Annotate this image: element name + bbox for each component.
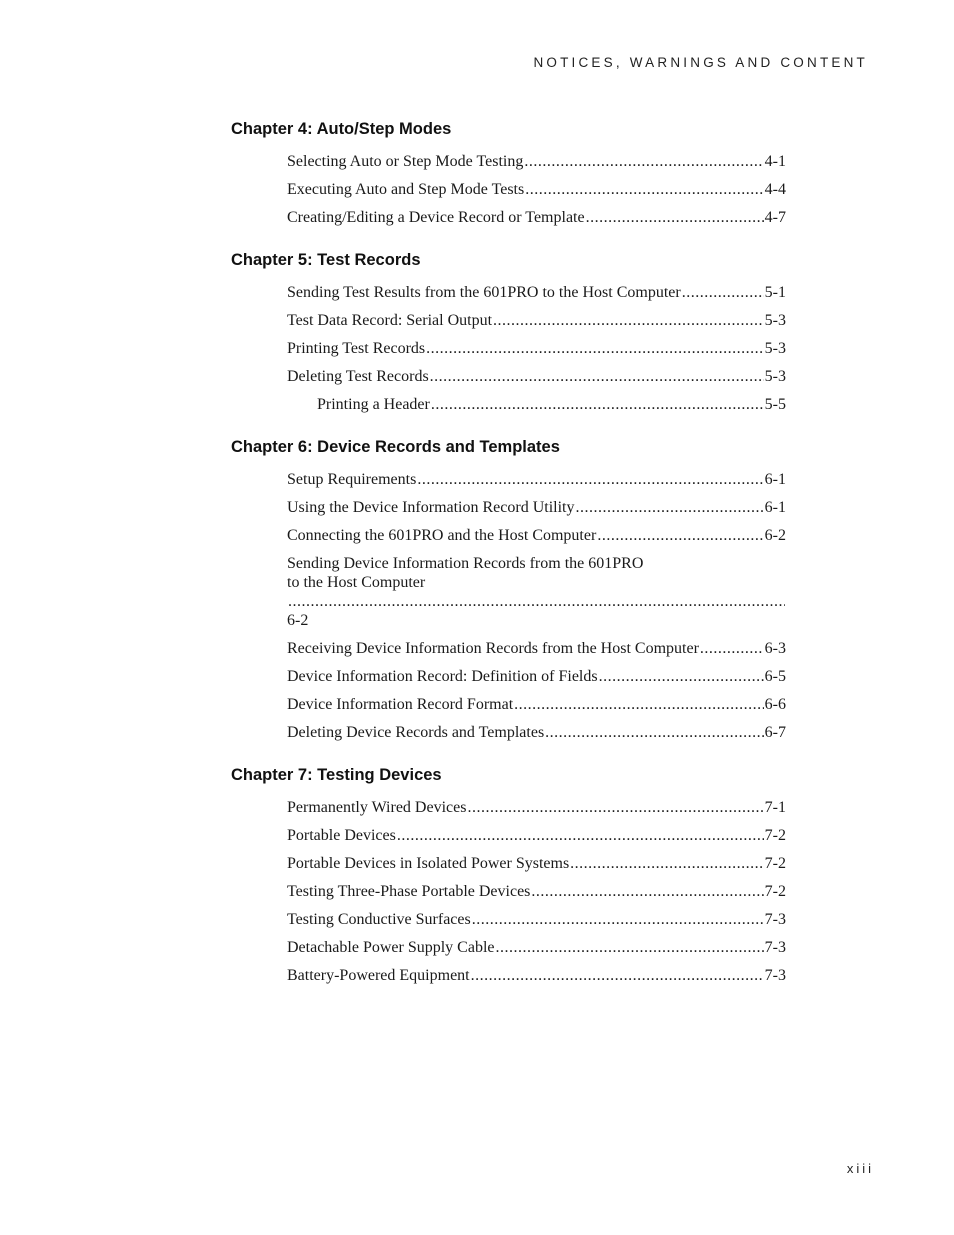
toc-entry[interactable] bbox=[287, 938, 786, 957]
entry-page: 5-3 bbox=[764, 340, 786, 357]
toc-entry[interactable] bbox=[287, 639, 786, 658]
entry-title: Executing Auto and Step Mode Tests bbox=[287, 181, 525, 198]
entry-page: 6-3 bbox=[764, 640, 786, 657]
dot-leader bbox=[430, 367, 764, 386]
dot-leader bbox=[599, 667, 764, 686]
toc-entry[interactable] bbox=[287, 554, 786, 630]
entry-title: Selecting Auto or Step Mode Testing bbox=[287, 153, 524, 170]
entry-page: 6-5 bbox=[764, 668, 786, 685]
entry-page: 5-3 bbox=[764, 312, 786, 329]
toc-entry[interactable] bbox=[287, 498, 786, 517]
entry-title: Battery-Powered Equipment bbox=[287, 967, 470, 984]
dot-leader bbox=[531, 882, 763, 901]
entry-title: Setup Requirements bbox=[287, 471, 417, 488]
chapter-4 bbox=[231, 116, 786, 227]
dot-leader bbox=[700, 639, 764, 658]
chapter-5 bbox=[231, 247, 786, 414]
dot-leader bbox=[682, 283, 764, 302]
dot-leader bbox=[514, 695, 764, 714]
dot-leader bbox=[496, 938, 764, 957]
dot-leader bbox=[597, 526, 763, 545]
entry-page: 6-7 bbox=[764, 724, 786, 741]
dot-leader bbox=[570, 854, 764, 873]
entry-title: Portable Devices bbox=[287, 827, 396, 844]
entry-page: 4-4 bbox=[764, 181, 786, 198]
entry-title: Sending Test Results from the 601PRO to the Host Computer bbox=[287, 284, 681, 301]
entry-page: 5-5 bbox=[764, 396, 786, 413]
chapter-heading: Chapter 5: Test Records bbox=[231, 251, 421, 269]
entry-title: Deleting Test Records bbox=[287, 368, 429, 385]
running-head: NOTICES, WARNINGS AND CONTENT bbox=[533, 55, 868, 70]
toc-entry[interactable] bbox=[287, 152, 786, 171]
entry-page: 7-1 bbox=[764, 799, 786, 816]
dot-leader bbox=[575, 498, 763, 517]
entry-title: Printing a Header bbox=[317, 396, 430, 413]
chapter-7 bbox=[231, 762, 786, 985]
entry-title: Connecting the 601PRO and the Host Computer bbox=[287, 527, 597, 544]
toc-entry[interactable] bbox=[287, 695, 786, 714]
dot-leader bbox=[525, 180, 763, 199]
chapter-6 bbox=[231, 434, 786, 742]
toc-entry[interactable] bbox=[287, 882, 786, 901]
toc-entry[interactable] bbox=[287, 854, 786, 873]
toc-entry[interactable] bbox=[287, 470, 786, 489]
toc-entry[interactable] bbox=[287, 311, 786, 330]
dot-leader bbox=[545, 723, 764, 742]
entry-title: Printing Test Records bbox=[287, 340, 426, 357]
entry-page: 6-2 bbox=[764, 527, 786, 544]
entry-title: Deleting Device Records and Templates bbox=[287, 724, 545, 741]
entry-page: 6-1 bbox=[764, 471, 786, 488]
dot-leader bbox=[586, 208, 764, 227]
entry-page: 7-3 bbox=[764, 967, 786, 984]
dot-leader bbox=[417, 470, 763, 489]
entry-title: Test Data Record: Serial Output bbox=[287, 312, 493, 329]
dot-leader bbox=[467, 798, 763, 817]
toc-entry[interactable] bbox=[287, 180, 786, 199]
entry-title: Creating/Editing a Device Record or Template bbox=[287, 209, 585, 226]
dot-leader bbox=[397, 826, 764, 845]
toc-entry[interactable] bbox=[287, 367, 786, 386]
page-number: xiii bbox=[846, 1161, 874, 1176]
entry-page: 5-3 bbox=[764, 368, 786, 385]
entry-title: Detachable Power Supply Cable bbox=[287, 939, 495, 956]
entry-page: 7-2 bbox=[764, 883, 786, 900]
dot-leader bbox=[493, 311, 764, 330]
entry-page: 7-3 bbox=[764, 939, 786, 956]
chapter-heading: Chapter 6: Device Records and Templates bbox=[231, 438, 560, 456]
entry-page: 7-2 bbox=[764, 855, 786, 872]
chapter-heading: Chapter 4: Auto/Step Modes bbox=[231, 120, 452, 138]
entry-title-line1: Sending Device Information Records from the 601PRO bbox=[287, 555, 644, 572]
entry-page: 7-2 bbox=[764, 827, 786, 844]
dot-leader bbox=[472, 910, 764, 929]
entry-title: to the Host Computer bbox=[287, 574, 426, 591]
entry-page: 7-3 bbox=[764, 911, 786, 928]
dot-leader bbox=[426, 339, 764, 358]
toc-entry[interactable] bbox=[287, 826, 786, 845]
toc-entry[interactable] bbox=[287, 723, 786, 742]
entry-title: Receiving Device Information Records from the Host Computer bbox=[287, 640, 699, 657]
entry-page: 6-1 bbox=[764, 499, 786, 516]
toc-entry[interactable] bbox=[287, 966, 786, 985]
toc-entry[interactable] bbox=[287, 798, 786, 817]
toc-entry[interactable] bbox=[287, 208, 786, 227]
entry-title: Portable Devices in Isolated Power Systems bbox=[287, 855, 570, 872]
toc-entry[interactable] bbox=[287, 339, 786, 358]
toc-entry[interactable] bbox=[287, 667, 786, 686]
toc-entry[interactable] bbox=[287, 526, 786, 545]
dot-leader bbox=[471, 966, 764, 985]
dot-leader bbox=[288, 592, 785, 611]
entry-title: Permanently Wired Devices bbox=[287, 799, 467, 816]
toc-entry[interactable] bbox=[287, 910, 786, 929]
table-of-contents bbox=[231, 116, 786, 1005]
entry-page: 4-7 bbox=[764, 209, 786, 226]
entry-page: 5-1 bbox=[764, 284, 786, 301]
entry-page: 6-2 bbox=[287, 612, 309, 629]
dot-leader bbox=[431, 395, 764, 414]
toc-entry[interactable] bbox=[287, 283, 786, 302]
dot-leader bbox=[524, 152, 763, 171]
chapter-heading: Chapter 7: Testing Devices bbox=[231, 766, 442, 784]
entry-page: 6-6 bbox=[764, 696, 786, 713]
entry-title: Testing Conductive Surfaces bbox=[287, 911, 471, 928]
toc-subentry[interactable] bbox=[317, 395, 786, 414]
entry-title: Device Information Record Format bbox=[287, 696, 514, 713]
entry-title: Testing Three-Phase Portable Devices bbox=[287, 883, 531, 900]
entry-page: 4-1 bbox=[764, 153, 786, 170]
entry-title: Using the Device Information Record Utility bbox=[287, 499, 575, 516]
entry-title: Device Information Record: Definition of Fields bbox=[287, 668, 598, 685]
